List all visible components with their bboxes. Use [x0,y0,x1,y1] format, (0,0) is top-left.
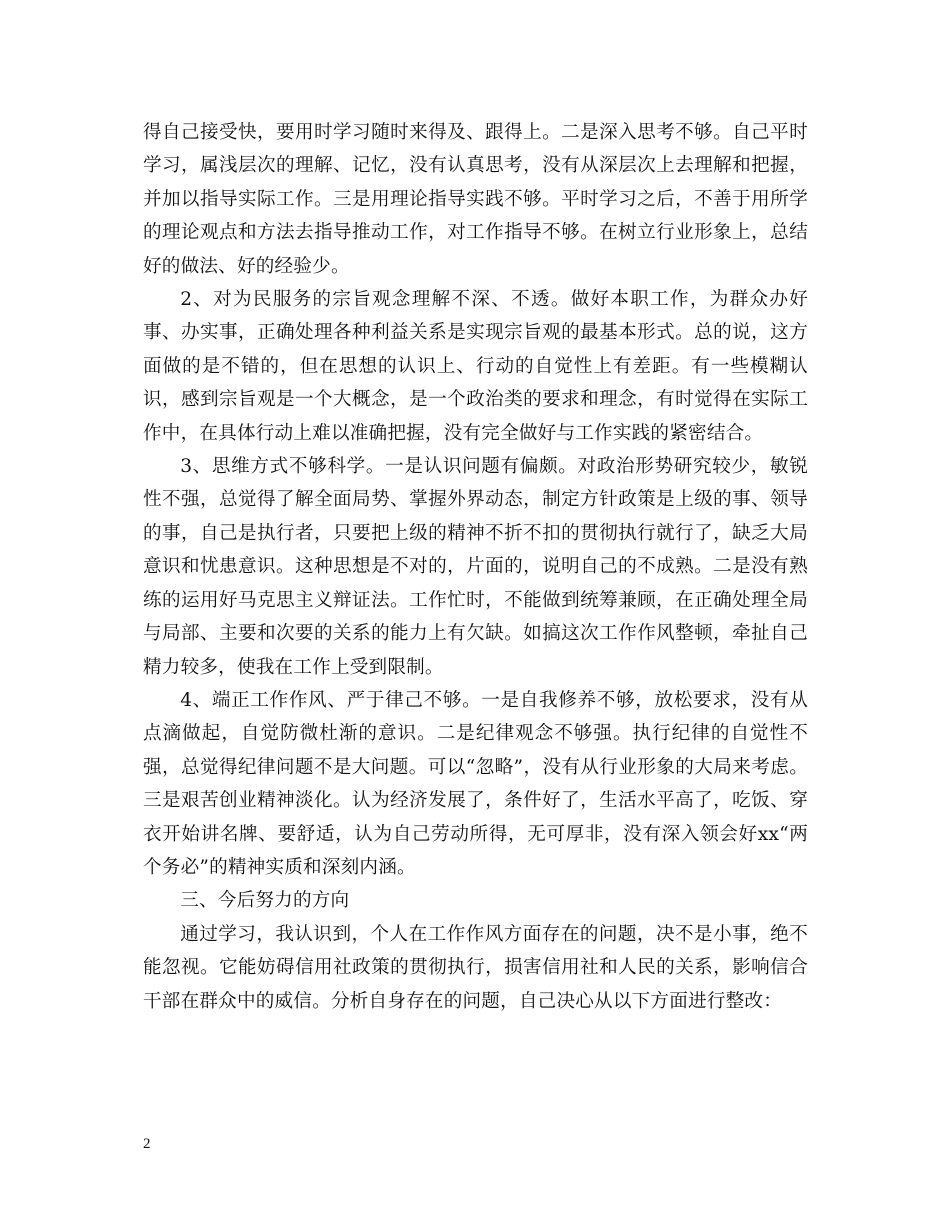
section-heading: 三、今后努力的方向 [180,890,350,912]
paragraph-continuation: 得自己接受快，要用时学习随时来得及、跟得上。二是深入思考不够。自己平时学习，属浅层次的理解、记忆，没有认真思考，没有从深层次上去理解和把握，并加以指导实际工作。三是用理论指导实践不够。平时学习之后，不善于用所学的理论观点和方法去指导推动工作，对工作指导不够。在树立行业形象上，总结好的做法、好的经验少。 [143,122,808,277]
document-body [143,116,808,1018]
paragraph-conclusion: 通过学习，我认识到，个人在工作作风方面存在的问题，决不是小事，绝不能忽视。它能妨碍信用社政策的贯彻执行，损害信用社和人民的关系，影响信合干部在群众中的威信。分析自身存在的问题，自己决心从以下方面进行整改： [143,923,808,1012]
paragraph-item-4: 4、端正工作作风、严于律己不够。一是自我修养不够，放松要求，没有从点滴做起，自觉防微杜渐的意识。二是纪律观念不够强。执行纪律的自觉性不强，总觉得纪律问题不是大问题。可以“忽略”，没有从行业形象的大局来考虑。三是艰苦创业精神淡化。认为经济发展了，条件好了，生活水平高了，吃饭、穿衣开始讲名牌、要舒适，认为自己劳动所得，无可厚非，没有深入领会好xx“两个务必”的精神实质和深刻内涵。 [143,689,808,878]
paragraph-item-3: 3、思维方式不够科学。一是认识问题有偏颇。对政治形势研究较少，敏锐性不强，总觉得了解全面局势、掌握外界动态，制定方针政策是上级的事、领导的事，自己是执行者，只要把上级的精神不折不扣的贯彻执行就行了，缺乏大局意识和忧患意识。这种思想是不对的，片面的，说明自己的不成熟。二是没有熟练的运用好马克思主义辩证法。工作忙时，不能做到统筹兼顾，在正确处理全局与局部、主要和次要的关系的能力上有欠缺。如搞这次工作作风整顿，牵扯自己精力较多，使我在工作上受到限制。 [143,456,808,678]
page-number: 2 [143,1136,151,1152]
paragraph-item-2: 2、对为民服务的宗旨观念理解不深、不透。做好本职工作，为群众办好事、办实事，正确处理各种利益关系是实现宗旨观的最基本形式。总的说，这方面做的是不错的，但在思想的认识上、行动的自觉性上有差距。有一些模糊认识，感到宗旨观是一个大概念，是一个政治类的要求和理念，有时觉得在实际工作中，在具体行动上难以准确把握，没有完全做好与工作实践的紧密结合。 [143,289,808,444]
